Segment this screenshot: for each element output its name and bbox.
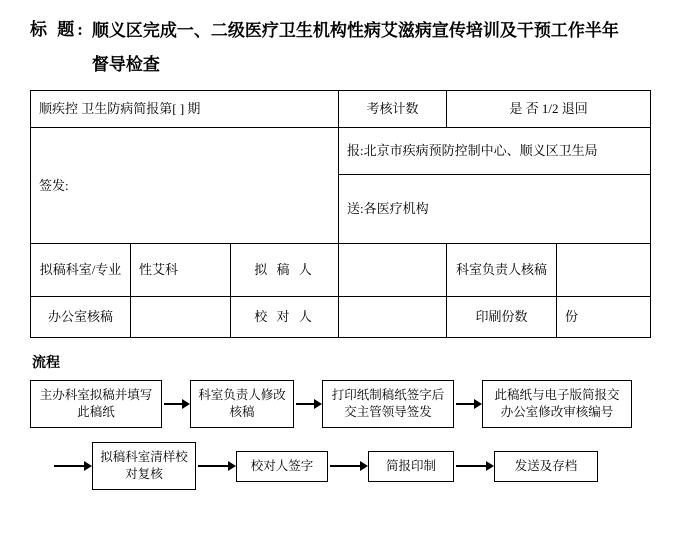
draft-dept-label-cell: 拟稿科室/专业 bbox=[31, 244, 131, 297]
title-label: 标 题: bbox=[30, 20, 86, 39]
arrow-right-icon bbox=[294, 398, 322, 410]
table-row bbox=[31, 91, 651, 128]
flow-step-print-sign: 打印纸制稿纸签字后交主管领导签发 bbox=[322, 380, 454, 428]
table-row bbox=[31, 128, 651, 175]
flow-step-proofreader-sign: 校对人签字 bbox=[236, 451, 328, 482]
print-unit-cell: 份 bbox=[557, 297, 651, 338]
flow-heading: 流程 bbox=[32, 354, 60, 370]
arrow-right-icon bbox=[454, 460, 494, 472]
flow-step-send-archive: 发送及存档 bbox=[494, 451, 598, 482]
arrow-right-icon bbox=[196, 460, 236, 472]
draft-dept-value-cell: 性艾科 bbox=[131, 244, 231, 297]
arrow-right-icon bbox=[52, 460, 92, 472]
office-review-label-cell: 办公室核稿 bbox=[31, 297, 131, 338]
arrow-right-icon bbox=[454, 398, 482, 410]
drafter-label-cell: 拟 稿 人 bbox=[231, 244, 339, 297]
dept-head-label-cell: 科室负责人核稿 bbox=[447, 244, 557, 297]
report-to-cell: 报:北京市疾病预防控制中心、顺义区卫生局 bbox=[339, 128, 651, 175]
bulletin-number-cell: 顺疾控 卫生防病简报第[ ] 期 bbox=[31, 91, 339, 128]
bulletin-form-table bbox=[30, 90, 651, 338]
dept-head-value-cell bbox=[557, 244, 651, 297]
flow-row-1 bbox=[30, 380, 656, 428]
issued-by-cell: 签发: bbox=[31, 128, 339, 244]
assessment-label-cell: 考核计数 bbox=[339, 91, 447, 128]
table-row bbox=[31, 297, 651, 338]
proofreader-label-cell: 校 对 人 bbox=[231, 297, 339, 338]
proofreader-value-cell bbox=[339, 297, 447, 338]
flow-step-bulletin-print: 简报印制 bbox=[368, 451, 454, 482]
flow-step-dept-head-review: 科室负责人修改核稿 bbox=[190, 380, 294, 428]
arrow-right-icon bbox=[162, 398, 190, 410]
office-review-value-cell bbox=[131, 297, 231, 338]
flow-step-proof-check: 拟稿科室清样校对复核 bbox=[92, 442, 196, 490]
title-block bbox=[30, 14, 656, 82]
arrow-right-icon bbox=[328, 460, 368, 472]
flow-step-office-number: 此稿纸与电子版简报交办公室修改审核编号 bbox=[482, 380, 632, 428]
drafter-value-cell bbox=[339, 244, 447, 297]
send-to-cell: 送:各医疗机构 bbox=[339, 175, 651, 244]
table-row bbox=[31, 244, 651, 297]
print-count-label-cell: 印刷份数 bbox=[447, 297, 557, 338]
assessment-options-cell: 是 否 1/2 退回 bbox=[447, 91, 651, 128]
flow-step-draft: 主办科室拟稿并填写此稿纸 bbox=[30, 380, 162, 428]
flow-row-2 bbox=[30, 442, 656, 490]
page-title: 顺义区完成一、二级医疗卫生机构性病艾滋病宣传培训及干预工作半年督导检查 bbox=[91, 21, 619, 74]
